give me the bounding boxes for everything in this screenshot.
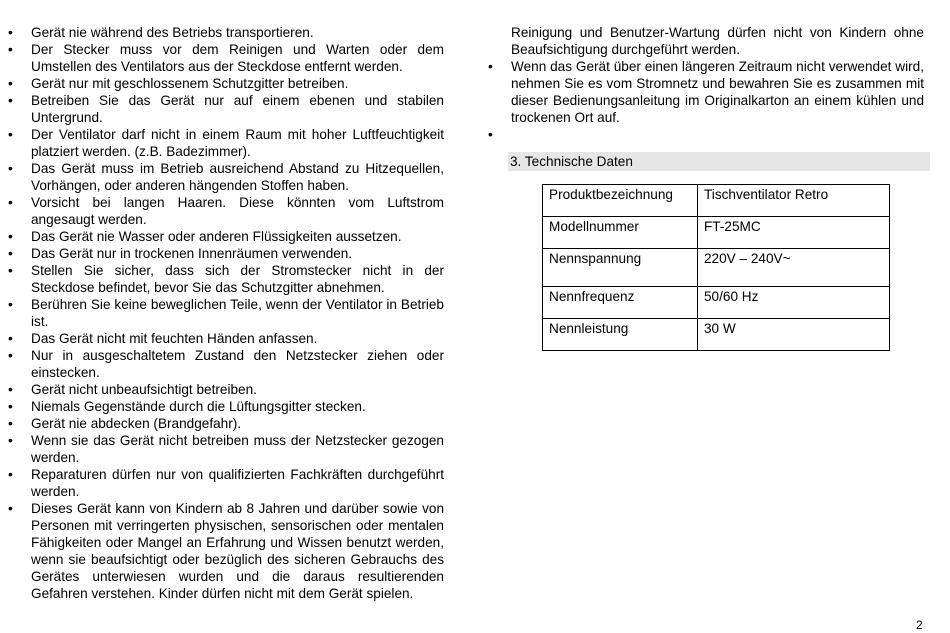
list-item: • Betreiben Sie das Gerät nur auf einem ebenen und stabilen Untergrund.	[8, 93, 444, 125]
spec-table	[542, 184, 890, 351]
bullet: •	[8, 501, 13, 516]
list-item: • Das Gerät nie Wasser oder anderen Flüssigkeiten aussetzen.	[8, 229, 402, 244]
spec-value: 220V – 240V~	[698, 249, 890, 287]
list-item: • Gerät nur mit geschlossenem Schutzgitter betreiben.	[8, 76, 349, 91]
table-row	[543, 217, 890, 249]
bullet: •	[8, 433, 13, 448]
bullet: •	[8, 195, 13, 210]
spec-key: Modellnummer	[543, 217, 698, 249]
table-row	[543, 319, 890, 351]
spec-value: Tischventilator Retro	[698, 185, 890, 217]
bullet: •	[8, 229, 13, 244]
bullet: •	[8, 246, 13, 261]
list-item: • Wenn das Gerät über einen längeren Zeitraum nicht verwendet wird, nehmen Sie es vom Stromnetz und bewahren Sie es zusammen mit dieser Bedienungsanleitung im Originalkarton an einem kühlen und trockenen Ort auf.	[488, 59, 924, 125]
bullet: •	[8, 382, 13, 397]
section-heading: 3. Technische Daten	[508, 152, 930, 171]
storage-list	[488, 58, 924, 143]
continuation-text: Reinigung und Benutzer-Wartung dürfen nicht von Kindern ohne Beaufsichtigung durchgeführt werden.	[511, 25, 924, 57]
list-item: • Gerät nie während des Betriebs transportieren.	[8, 25, 314, 40]
page-number: 2	[916, 618, 923, 632]
table-row	[543, 185, 890, 217]
safety-list	[8, 24, 444, 602]
bullet: •	[8, 161, 13, 176]
spec-value: FT-25MC	[698, 217, 890, 249]
table-row	[543, 249, 890, 287]
bullet: •	[8, 348, 13, 363]
right-column	[488, 24, 924, 171]
list-item: • Vorsicht bei langen Haaren. Diese könnten vom Luftstrom angesaugt werden.	[8, 195, 444, 227]
list-item: • Das Gerät nur in trockenen Innenräumen verwenden.	[8, 246, 353, 261]
bullet: •	[8, 127, 13, 142]
spec-key: Nennfrequenz	[543, 287, 698, 319]
bullet: •	[8, 93, 13, 108]
list-item: • Dieses Gerät kann von Kindern ab 8 Jahren und darüber sowie von Personen mit verringerten physischen, sensorischen oder mentalen Fähigkeiten oder Mangel an Erfahrung und Wissen benutzt werden, wenn sie beaufsichtigt oder bezüglich des sicheren Gebrauchs des Gerätes unterwiesen wurden und die daraus resultierenden Gefahren verstehen. Kinder dürfen nicht mit dem Gerät spielen.	[8, 501, 444, 601]
bullet: •	[8, 297, 13, 312]
spec-key: Nennleistung	[543, 319, 698, 351]
list-item	[488, 126, 924, 143]
bullet: •	[488, 59, 493, 74]
list-item: • Reparaturen dürfen nur von qualifizierten Fachkräften durchgeführt werden.	[8, 467, 444, 499]
bullet: •	[8, 331, 13, 346]
spec-value: 30 W	[698, 319, 890, 351]
spec-key: Produktbezeichnung	[543, 185, 698, 217]
bullet: •	[8, 76, 13, 91]
list-item: • Wenn sie das Gerät nicht betreiben muss der Netzstecker gezogen werden.	[8, 433, 444, 465]
spec-key: Nennspannung	[543, 249, 698, 287]
bullet: •	[8, 416, 13, 431]
left-column	[8, 24, 444, 602]
bullet: •	[8, 263, 13, 278]
list-item: • Der Ventilator darf nicht in einem Raum mit hoher Luftfeuchtigkeit platziert werden. (z.B. Badezimmer).	[8, 127, 444, 159]
list-item: • Berühren Sie keine beweglichen Teile, wenn der Ventilator in Betrieb ist.	[8, 297, 444, 329]
list-item: • Gerät nicht unbeaufsichtigt betreiben.	[8, 382, 257, 397]
list-item: • Das Gerät nicht mit feuchten Händen anfassen.	[8, 331, 318, 346]
list-item: • Nur in ausgeschaltetem Zustand den Netzstecker ziehen oder einstecken.	[8, 348, 444, 380]
list-item: • Niemals Gegenstände durch die Lüftungsgitter stecken.	[8, 399, 366, 414]
list-item: • Stellen Sie sicher, dass sich der Stromstecker nicht in der Steckdose befindet, bevor Sie das Schutzgitter abnehmen.	[8, 263, 444, 295]
spec-value: 50/60 Hz	[698, 287, 890, 319]
bullet: •	[8, 25, 13, 40]
table-row	[543, 287, 890, 319]
bullet: •	[8, 399, 13, 414]
list-item: • Gerät nie abdecken (Brandgefahr).	[8, 416, 242, 431]
bullet: •	[488, 127, 493, 142]
list-item: • Das Gerät muss im Betrieb ausreichend Abstand zu Hitzequellen, Vorhängen, oder anderen hängenden Stoffen haben.	[8, 161, 444, 193]
bullet: •	[8, 467, 13, 482]
list-item: • Der Stecker muss vor dem Reinigen und Warten oder dem Umstellen des Ventilators aus der Steckdose entfernt werden.	[8, 42, 444, 74]
bullet: •	[8, 42, 13, 57]
